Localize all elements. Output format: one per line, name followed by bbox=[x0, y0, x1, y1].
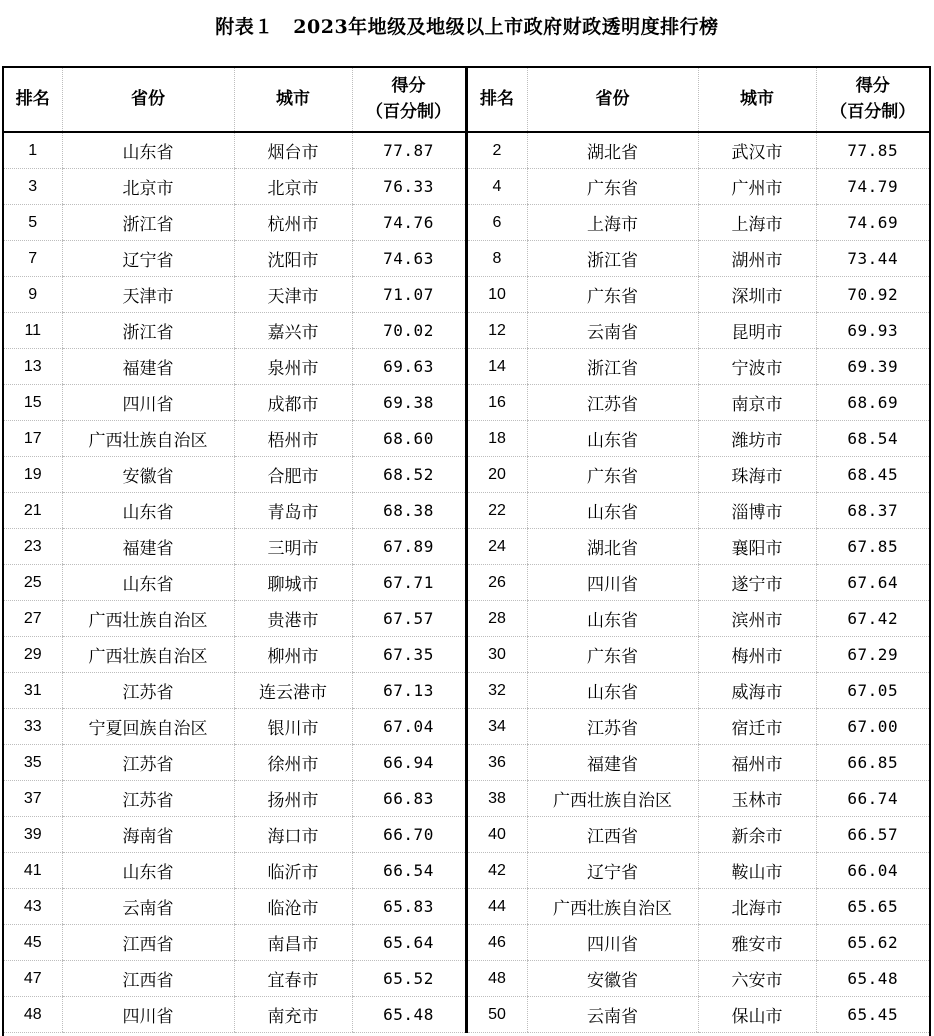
left-rank-cell: 23 bbox=[4, 529, 62, 565]
right-city-cell: 保山市 bbox=[698, 997, 816, 1033]
right-province-cell: 广东省 bbox=[527, 169, 698, 205]
right-score-cell: 70.92 bbox=[816, 277, 929, 313]
right-city-cell: 襄阳市 bbox=[698, 529, 816, 565]
table-row bbox=[4, 529, 929, 565]
left-province-cell: 江西省 bbox=[62, 925, 234, 961]
left-city-cell: 成都市 bbox=[234, 385, 352, 421]
right-rank-cell: 28 bbox=[466, 601, 527, 637]
left-rank-cell: 1 bbox=[4, 132, 62, 169]
left-province-cell: 江苏省 bbox=[62, 673, 234, 709]
table-row bbox=[4, 313, 929, 349]
right-rank-cell: 46 bbox=[466, 925, 527, 961]
right-province-cell: 广西壮族自治区 bbox=[527, 781, 698, 817]
left-score-cell: 65.64 bbox=[352, 925, 466, 961]
left-score-cell: 74.76 bbox=[352, 205, 466, 241]
right-city-cell: 六安市 bbox=[698, 961, 816, 997]
right-city-cell: 北海市 bbox=[698, 889, 816, 925]
right-score-cell: 68.69 bbox=[816, 385, 929, 421]
right-rank-cell: 38 bbox=[466, 781, 527, 817]
right-city-cell: 新余市 bbox=[698, 817, 816, 853]
header-score-left bbox=[352, 68, 466, 132]
left-province-cell: 广西壮族自治区 bbox=[62, 421, 234, 457]
right-province-cell: 云南省 bbox=[527, 313, 698, 349]
left-rank-cell: 41 bbox=[4, 853, 62, 889]
right-province-cell: 江西省 bbox=[527, 817, 698, 853]
left-province-cell: 辽宁省 bbox=[62, 241, 234, 277]
left-province-cell: 山东省 bbox=[62, 565, 234, 601]
left-rank-cell: 27 bbox=[4, 601, 62, 637]
right-score-cell: 67.05 bbox=[816, 673, 929, 709]
right-city-cell: 遂宁市 bbox=[698, 565, 816, 601]
left-rank-cell: 11 bbox=[4, 313, 62, 349]
left-rank-cell: 33 bbox=[4, 709, 62, 745]
left-city-cell: 沈阳市 bbox=[234, 241, 352, 277]
right-rank-cell: 10 bbox=[466, 277, 527, 313]
right-score-cell: 66.57 bbox=[816, 817, 929, 853]
left-city-cell: 南昌市 bbox=[234, 925, 352, 961]
left-score-cell: 66.83 bbox=[352, 781, 466, 817]
table-row bbox=[4, 601, 929, 637]
left-city-cell: 贵港市 bbox=[234, 601, 352, 637]
right-rank-cell: 6 bbox=[466, 205, 527, 241]
left-score-cell: 68.52 bbox=[352, 457, 466, 493]
right-rank-cell: 32 bbox=[466, 673, 527, 709]
right-score-cell: 68.37 bbox=[816, 493, 929, 529]
left-score-cell: 67.57 bbox=[352, 601, 466, 637]
right-city-cell: 潍坊市 bbox=[698, 421, 816, 457]
right-province-cell: 广东省 bbox=[527, 637, 698, 673]
left-province-cell: 天津市 bbox=[62, 277, 234, 313]
header-score-line2: （百分制） bbox=[366, 101, 451, 122]
left-rank-cell: 5 bbox=[4, 205, 62, 241]
right-city-cell: 雅安市 bbox=[698, 925, 816, 961]
right-city-cell: 武汉市 bbox=[698, 132, 816, 169]
left-province-cell: 江苏省 bbox=[62, 781, 234, 817]
left-province-cell: 安徽省 bbox=[62, 457, 234, 493]
left-city-cell: 三明市 bbox=[234, 529, 352, 565]
table-row bbox=[4, 277, 929, 313]
right-score-cell: 66.74 bbox=[816, 781, 929, 817]
left-score-cell: 76.33 bbox=[352, 169, 466, 205]
left-rank-cell: 47 bbox=[4, 961, 62, 997]
right-province-cell: 山东省 bbox=[527, 673, 698, 709]
left-province-cell: 广西壮族自治区 bbox=[62, 637, 234, 673]
left-rank-cell: 19 bbox=[4, 457, 62, 493]
right-province-cell: 广西壮族自治区 bbox=[527, 889, 698, 925]
left-province-cell: 山东省 bbox=[62, 493, 234, 529]
right-city-cell: 宁波市 bbox=[698, 349, 816, 385]
left-score-cell: 67.13 bbox=[352, 673, 466, 709]
right-rank-cell: 34 bbox=[466, 709, 527, 745]
ranking-table-frame bbox=[2, 66, 931, 1036]
right-rank-cell: 30 bbox=[466, 637, 527, 673]
right-city-cell: 珠海市 bbox=[698, 457, 816, 493]
right-province-cell: 湖北省 bbox=[527, 529, 698, 565]
table-body bbox=[4, 132, 929, 1033]
right-rank-cell: 36 bbox=[466, 745, 527, 781]
table-row bbox=[4, 421, 929, 457]
header-rank-left: 排名 bbox=[4, 68, 62, 132]
left-province-cell: 江西省 bbox=[62, 961, 234, 997]
right-province-cell: 广东省 bbox=[527, 277, 698, 313]
left-score-cell: 66.94 bbox=[352, 745, 466, 781]
right-province-cell: 湖北省 bbox=[527, 132, 698, 169]
header-province-right: 省份 bbox=[527, 68, 698, 132]
left-city-cell: 宜春市 bbox=[234, 961, 352, 997]
left-province-cell: 宁夏回族自治区 bbox=[62, 709, 234, 745]
left-city-cell: 银川市 bbox=[234, 709, 352, 745]
left-city-cell: 梧州市 bbox=[234, 421, 352, 457]
right-score-cell: 74.69 bbox=[816, 205, 929, 241]
left-city-cell: 连云港市 bbox=[234, 673, 352, 709]
left-score-cell: 67.04 bbox=[352, 709, 466, 745]
right-city-cell: 滨州市 bbox=[698, 601, 816, 637]
left-rank-cell: 29 bbox=[4, 637, 62, 673]
left-province-cell: 福建省 bbox=[62, 349, 234, 385]
left-city-cell: 天津市 bbox=[234, 277, 352, 313]
left-rank-cell: 43 bbox=[4, 889, 62, 925]
right-province-cell: 四川省 bbox=[527, 565, 698, 601]
left-score-cell: 68.60 bbox=[352, 421, 466, 457]
header-city-left: 城市 bbox=[234, 68, 352, 132]
left-rank-cell: 39 bbox=[4, 817, 62, 853]
left-score-cell: 67.35 bbox=[352, 637, 466, 673]
left-city-cell: 柳州市 bbox=[234, 637, 352, 673]
right-province-cell: 浙江省 bbox=[527, 241, 698, 277]
right-score-cell: 67.64 bbox=[816, 565, 929, 601]
left-score-cell: 65.52 bbox=[352, 961, 466, 997]
left-city-cell: 嘉兴市 bbox=[234, 313, 352, 349]
right-city-cell: 鞍山市 bbox=[698, 853, 816, 889]
right-city-cell: 福州市 bbox=[698, 745, 816, 781]
right-province-cell: 上海市 bbox=[527, 205, 698, 241]
right-score-cell: 69.39 bbox=[816, 349, 929, 385]
right-score-cell: 67.00 bbox=[816, 709, 929, 745]
right-province-cell: 辽宁省 bbox=[527, 853, 698, 889]
right-city-cell: 宿迁市 bbox=[698, 709, 816, 745]
header-province-left: 省份 bbox=[62, 68, 234, 132]
right-score-cell: 77.85 bbox=[816, 132, 929, 169]
left-province-cell: 山东省 bbox=[62, 132, 234, 169]
left-city-cell: 海口市 bbox=[234, 817, 352, 853]
left-score-cell: 77.87 bbox=[352, 132, 466, 169]
right-province-cell: 安徽省 bbox=[527, 961, 698, 997]
right-city-cell: 玉林市 bbox=[698, 781, 816, 817]
right-rank-cell: 24 bbox=[466, 529, 527, 565]
right-score-cell: 73.44 bbox=[816, 241, 929, 277]
left-score-cell: 66.70 bbox=[352, 817, 466, 853]
table-row bbox=[4, 493, 929, 529]
right-score-cell: 68.45 bbox=[816, 457, 929, 493]
table-row bbox=[4, 205, 929, 241]
left-province-cell: 浙江省 bbox=[62, 205, 234, 241]
left-rank-cell: 45 bbox=[4, 925, 62, 961]
right-city-cell: 昆明市 bbox=[698, 313, 816, 349]
right-province-cell: 广东省 bbox=[527, 457, 698, 493]
right-province-cell: 福建省 bbox=[527, 745, 698, 781]
right-score-cell: 67.85 bbox=[816, 529, 929, 565]
right-province-cell: 山东省 bbox=[527, 601, 698, 637]
right-rank-cell: 22 bbox=[466, 493, 527, 529]
left-score-cell: 66.54 bbox=[352, 853, 466, 889]
left-city-cell: 烟台市 bbox=[234, 132, 352, 169]
right-rank-cell: 2 bbox=[466, 132, 527, 169]
left-city-cell: 合肥市 bbox=[234, 457, 352, 493]
left-city-cell: 聊城市 bbox=[234, 565, 352, 601]
left-score-cell: 69.38 bbox=[352, 385, 466, 421]
left-rank-cell: 9 bbox=[4, 277, 62, 313]
right-rank-cell: 40 bbox=[466, 817, 527, 853]
right-province-cell: 浙江省 bbox=[527, 349, 698, 385]
left-score-cell: 67.71 bbox=[352, 565, 466, 601]
left-province-cell: 云南省 bbox=[62, 889, 234, 925]
left-province-cell: 山东省 bbox=[62, 853, 234, 889]
right-score-cell: 67.29 bbox=[816, 637, 929, 673]
table-row bbox=[4, 925, 929, 961]
left-rank-cell: 48 bbox=[4, 997, 62, 1033]
right-province-cell: 江苏省 bbox=[527, 709, 698, 745]
right-rank-cell: 16 bbox=[466, 385, 527, 421]
left-province-cell: 江苏省 bbox=[62, 745, 234, 781]
left-score-cell: 68.38 bbox=[352, 493, 466, 529]
right-rank-cell: 12 bbox=[466, 313, 527, 349]
left-city-cell: 临沧市 bbox=[234, 889, 352, 925]
left-city-cell: 青岛市 bbox=[234, 493, 352, 529]
left-city-cell: 扬州市 bbox=[234, 781, 352, 817]
table-row bbox=[4, 817, 929, 853]
table-row bbox=[4, 673, 929, 709]
table-row bbox=[4, 745, 929, 781]
left-province-cell: 浙江省 bbox=[62, 313, 234, 349]
table-row bbox=[4, 349, 929, 385]
left-score-cell: 70.02 bbox=[352, 313, 466, 349]
right-city-cell: 广州市 bbox=[698, 169, 816, 205]
left-score-cell: 65.83 bbox=[352, 889, 466, 925]
left-city-cell: 杭州市 bbox=[234, 205, 352, 241]
table-row bbox=[4, 457, 929, 493]
table-row bbox=[4, 853, 929, 889]
right-rank-cell: 14 bbox=[466, 349, 527, 385]
left-score-cell: 71.07 bbox=[352, 277, 466, 313]
right-score-cell: 65.65 bbox=[816, 889, 929, 925]
left-city-cell: 泉州市 bbox=[234, 349, 352, 385]
left-city-cell: 南充市 bbox=[234, 997, 352, 1033]
header-city-right: 城市 bbox=[698, 68, 816, 132]
right-rank-cell: 8 bbox=[466, 241, 527, 277]
right-rank-cell: 20 bbox=[466, 457, 527, 493]
right-province-cell: 山东省 bbox=[527, 421, 698, 457]
right-rank-cell: 18 bbox=[466, 421, 527, 457]
table-row bbox=[4, 385, 929, 421]
right-city-cell: 湖州市 bbox=[698, 241, 816, 277]
header-score-right bbox=[816, 68, 929, 132]
right-score-cell: 65.45 bbox=[816, 997, 929, 1033]
page-title: 附表１ 2023年地级及地级以上市政府财政透明度排行榜 bbox=[215, 16, 719, 38]
left-city-cell: 徐州市 bbox=[234, 745, 352, 781]
left-score-cell: 65.48 bbox=[352, 997, 466, 1033]
table-row bbox=[4, 241, 929, 277]
right-rank-cell: 48 bbox=[466, 961, 527, 997]
header-score-line2: （百分制） bbox=[830, 101, 916, 122]
right-city-cell: 梅州市 bbox=[698, 637, 816, 673]
right-rank-cell: 4 bbox=[466, 169, 527, 205]
table-row bbox=[4, 565, 929, 601]
left-score-cell: 69.63 bbox=[352, 349, 466, 385]
left-rank-cell: 31 bbox=[4, 673, 62, 709]
left-city-cell: 北京市 bbox=[234, 169, 352, 205]
header-score-line1: 得分 bbox=[855, 76, 890, 96]
header-rank-right: 排名 bbox=[466, 68, 527, 132]
left-score-cell: 67.89 bbox=[352, 529, 466, 565]
right-score-cell: 68.54 bbox=[816, 421, 929, 457]
right-score-cell: 65.62 bbox=[816, 925, 929, 961]
left-rank-cell: 25 bbox=[4, 565, 62, 601]
right-city-cell: 上海市 bbox=[698, 205, 816, 241]
left-rank-cell: 35 bbox=[4, 745, 62, 781]
left-rank-cell: 21 bbox=[4, 493, 62, 529]
left-rank-cell: 3 bbox=[4, 169, 62, 205]
left-rank-cell: 37 bbox=[4, 781, 62, 817]
header-row bbox=[4, 68, 929, 132]
left-rank-cell: 7 bbox=[4, 241, 62, 277]
right-city-cell: 南京市 bbox=[698, 385, 816, 421]
table-row bbox=[4, 132, 929, 169]
table-row bbox=[4, 637, 929, 673]
left-city-cell: 临沂市 bbox=[234, 853, 352, 889]
right-city-cell: 威海市 bbox=[698, 673, 816, 709]
table-row bbox=[4, 961, 929, 997]
ranking-table bbox=[4, 68, 929, 1033]
right-province-cell: 山东省 bbox=[527, 493, 698, 529]
left-province-cell: 四川省 bbox=[62, 997, 234, 1033]
right-score-cell: 74.79 bbox=[816, 169, 929, 205]
right-score-cell: 65.48 bbox=[816, 961, 929, 997]
right-province-cell: 江苏省 bbox=[527, 385, 698, 421]
left-rank-cell: 15 bbox=[4, 385, 62, 421]
left-province-cell: 四川省 bbox=[62, 385, 234, 421]
left-rank-cell: 13 bbox=[4, 349, 62, 385]
table-row bbox=[4, 889, 929, 925]
left-province-cell: 广西壮族自治区 bbox=[62, 601, 234, 637]
table-row bbox=[4, 169, 929, 205]
right-city-cell: 淄博市 bbox=[698, 493, 816, 529]
right-score-cell: 66.04 bbox=[816, 853, 929, 889]
table-row bbox=[4, 997, 929, 1033]
right-province-cell: 云南省 bbox=[527, 997, 698, 1033]
right-rank-cell: 50 bbox=[466, 997, 527, 1033]
right-city-cell: 深圳市 bbox=[698, 277, 816, 313]
right-score-cell: 67.42 bbox=[816, 601, 929, 637]
right-rank-cell: 26 bbox=[466, 565, 527, 601]
right-score-cell: 66.85 bbox=[816, 745, 929, 781]
left-province-cell: 海南省 bbox=[62, 817, 234, 853]
right-score-cell: 69.93 bbox=[816, 313, 929, 349]
right-province-cell: 四川省 bbox=[527, 925, 698, 961]
table-row bbox=[4, 709, 929, 745]
left-score-cell: 74.63 bbox=[352, 241, 466, 277]
header-score-line1: 得分 bbox=[391, 76, 426, 96]
left-province-cell: 北京市 bbox=[62, 169, 234, 205]
right-rank-cell: 42 bbox=[466, 853, 527, 889]
left-rank-cell: 17 bbox=[4, 421, 62, 457]
left-province-cell: 福建省 bbox=[62, 529, 234, 565]
right-rank-cell: 44 bbox=[466, 889, 527, 925]
table-row bbox=[4, 781, 929, 817]
